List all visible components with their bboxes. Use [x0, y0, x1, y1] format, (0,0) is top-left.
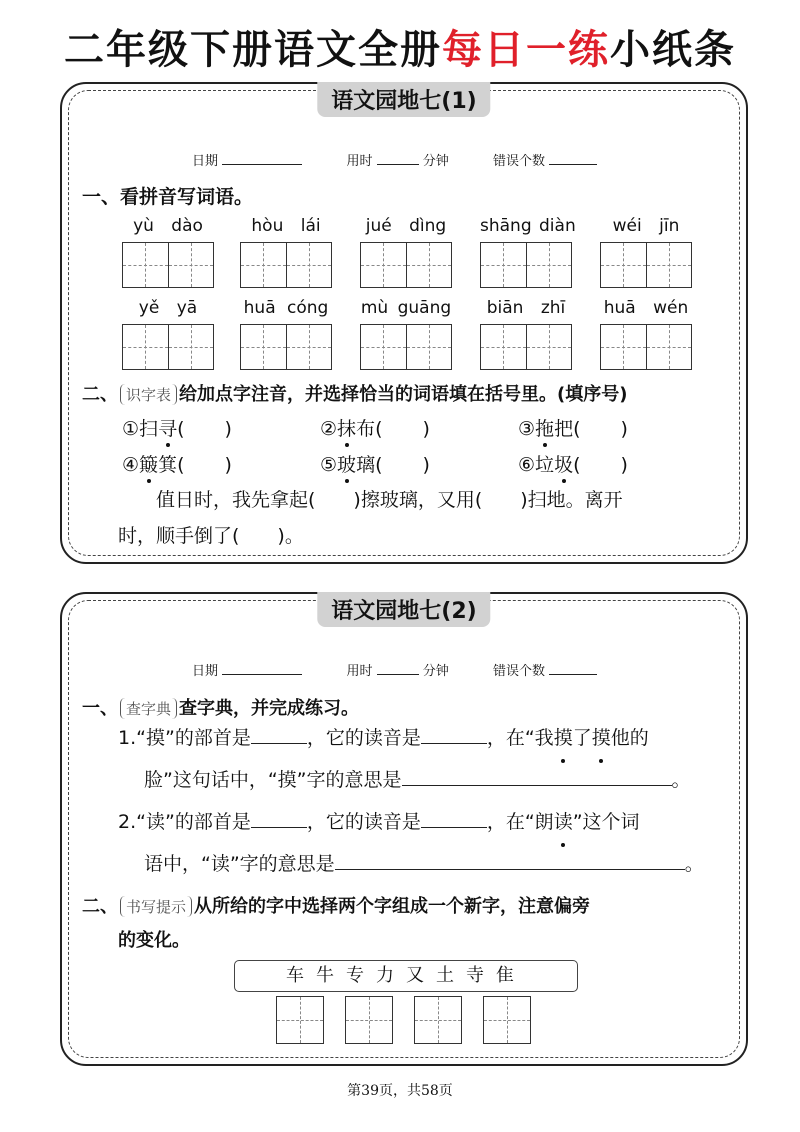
q1-heading: 查字典，并完成练习。	[179, 698, 360, 719]
fill-sentence-line1	[156, 482, 623, 518]
item-text: ，它的读音是	[306, 811, 421, 833]
item2-line2	[144, 846, 704, 882]
minutes-label: 分钟	[422, 664, 449, 679]
item-text: 2.“读”的部首是	[118, 811, 251, 833]
errors-label: 错误个数	[493, 154, 546, 169]
option-1: ①扫寻( )	[122, 414, 232, 441]
item-text: ，它的读音是	[306, 727, 421, 749]
q1-heading-row	[82, 694, 359, 720]
pinyin-cell	[480, 298, 572, 370]
pinyin-text: shāng diàn	[480, 216, 576, 236]
item2-line1	[118, 804, 640, 840]
date-field[interactable]	[222, 152, 302, 165]
option-2: ②抹布( )	[320, 414, 430, 441]
pinyin-text: wéi jīn	[612, 216, 680, 236]
writing-grid[interactable]	[122, 242, 214, 288]
time-label: 用时	[346, 154, 373, 169]
pinyin-cell	[240, 298, 332, 370]
option-char: 布	[356, 418, 376, 440]
answer-box[interactable]	[276, 996, 324, 1044]
answer-box[interactable]	[345, 996, 393, 1044]
answer-box[interactable]	[414, 996, 462, 1044]
pronunciation-blank[interactable]	[421, 811, 487, 828]
pinyin-cell	[122, 298, 214, 370]
option-num: ⑥	[518, 454, 536, 476]
option-char-dotted: 寻	[158, 414, 177, 441]
errors-field[interactable]	[549, 152, 597, 165]
option-char-dotted: 簸	[139, 450, 158, 477]
q2-heading-row	[82, 892, 590, 918]
pinyin-text: hòu lái	[251, 216, 321, 236]
dotted-char: 读	[554, 804, 573, 840]
item1-line2	[144, 762, 691, 798]
errors-label: 错误个数	[493, 664, 546, 679]
dotted-char: 摸	[592, 720, 611, 756]
q2-heading: 从所给的字中选择两个字组成一个新字，注意偏旁	[194, 896, 591, 917]
radical-blank[interactable]	[251, 727, 307, 744]
meta-row	[192, 150, 597, 169]
sentence-text: 值日时，我先拿起(	[156, 489, 316, 511]
item-text: 1.“摸”的部首是	[118, 727, 251, 749]
item-text: ，在“朗	[486, 811, 554, 833]
writing-grid[interactable]	[480, 242, 572, 288]
option-num: ①	[122, 418, 140, 440]
writing-grid[interactable]	[360, 242, 452, 288]
pinyin-cell	[600, 298, 692, 370]
item-text: 。	[671, 769, 691, 791]
writing-grid[interactable]	[360, 324, 452, 370]
item1-line1	[118, 720, 649, 756]
page-number: 第39页，共58页	[347, 1083, 453, 1099]
writing-grid[interactable]	[240, 324, 332, 370]
sentence-text: )扫地。离开	[520, 489, 623, 511]
item-text: 脸”这句话中，“摸”字的意思是	[144, 769, 402, 791]
meaning-blank[interactable]	[402, 769, 672, 786]
q2-heading: 给加点字注音，并选择恰当的词语填在括号里。(填序号)	[179, 384, 628, 405]
pinyin-cell	[122, 216, 214, 288]
sentence-text: )擦玻璃，又用(	[353, 489, 483, 511]
option-num: ④	[122, 454, 140, 476]
option-char: 把	[554, 418, 574, 440]
pinyin-cell	[240, 216, 332, 288]
writing-grid[interactable]	[240, 242, 332, 288]
option-char: 箕	[158, 454, 178, 476]
pinyin-text: mù guāng	[360, 298, 452, 318]
q2-prefix: 二、	[82, 896, 118, 917]
pinyin-text: yě yā	[138, 298, 198, 318]
title-part1: 二年级下册语文全册	[64, 27, 442, 73]
writing-grid[interactable]	[480, 324, 572, 370]
title-part2: 小纸条	[610, 27, 736, 73]
q2-tag: 书写提示	[120, 896, 192, 917]
option-num: ②	[320, 418, 338, 440]
item-text: 语中，“读”字的意思是	[144, 853, 335, 875]
pinyin-cell	[600, 216, 692, 288]
page-title	[0, 18, 800, 75]
dotted-char: 摸	[554, 720, 573, 756]
q2-heading-line2: 的变化。	[118, 930, 190, 951]
time-field[interactable]	[377, 152, 419, 165]
exercise-card-1	[60, 82, 748, 564]
errors-field[interactable]	[549, 662, 597, 675]
writing-grid[interactable]	[600, 242, 692, 288]
date-label: 日期	[192, 664, 219, 679]
item-text: ，在“我	[486, 727, 554, 749]
q1-tag: 查字典	[120, 698, 177, 719]
pronunciation-blank[interactable]	[421, 727, 487, 744]
option-6: ⑥垃圾( )	[518, 450, 628, 477]
title-highlight: 每日一练	[442, 27, 610, 73]
option-char: 垃	[535, 454, 555, 476]
time-label: 用时	[346, 664, 373, 679]
option-5: ⑤玻璃( )	[320, 450, 430, 477]
option-4: ④簸箕( )	[122, 450, 232, 477]
card-1-badge: 语文园地七(1)	[317, 82, 490, 117]
option-char-dotted: 抹	[337, 414, 356, 441]
pinyin-cell	[480, 216, 576, 288]
pinyin-text: huā wén	[603, 298, 689, 318]
sentence-text: )。	[277, 525, 304, 547]
pinyin-text: yù dào	[133, 216, 203, 236]
meaning-blank[interactable]	[335, 853, 685, 870]
pinyin-text: huā cóng	[243, 298, 329, 318]
meta-row	[192, 660, 597, 679]
card-2-badge: 语文园地七(2)	[317, 592, 490, 627]
radical-blank[interactable]	[251, 811, 307, 828]
option-char-dotted: 拖	[535, 414, 554, 441]
writing-grid[interactable]	[122, 324, 214, 370]
fill-sentence-line2	[118, 518, 304, 554]
minutes-label: 分钟	[422, 154, 449, 169]
time-field[interactable]	[377, 662, 419, 675]
option-char-dotted: 圾	[554, 450, 573, 477]
answer-box[interactable]	[483, 996, 531, 1044]
item-text: 他的	[610, 727, 649, 749]
item-text: ”这个词	[572, 811, 640, 833]
option-3: ③拖把( )	[518, 414, 628, 441]
date-field[interactable]	[222, 662, 302, 675]
given-characters: 车牛专力又土寺隹	[234, 960, 578, 992]
pinyin-cell	[360, 216, 452, 288]
option-num: ③	[518, 418, 536, 440]
option-char-dotted: 玻	[337, 450, 356, 477]
pinyin-text: jué dìng	[365, 216, 447, 236]
exercise-card-2	[60, 592, 748, 1066]
item-text: 了	[572, 727, 592, 749]
q1-prefix: 一、	[82, 698, 118, 719]
q2-prefix: 二、	[82, 384, 118, 405]
q1-heading: 一、看拼音写词语。	[82, 186, 254, 208]
pinyin-cell	[360, 298, 452, 370]
item-text: 。	[684, 853, 704, 875]
option-num: ⑤	[320, 454, 338, 476]
sentence-text: 时，顺手倒了(	[118, 525, 240, 547]
q2-heading-row	[82, 380, 627, 406]
writing-grid[interactable]	[600, 324, 692, 370]
pinyin-text: biān zhī	[486, 298, 566, 318]
option-char: 璃	[356, 454, 376, 476]
date-label: 日期	[192, 154, 219, 169]
q2-tag: 识字表	[120, 384, 177, 405]
option-char: 扫	[139, 418, 159, 440]
